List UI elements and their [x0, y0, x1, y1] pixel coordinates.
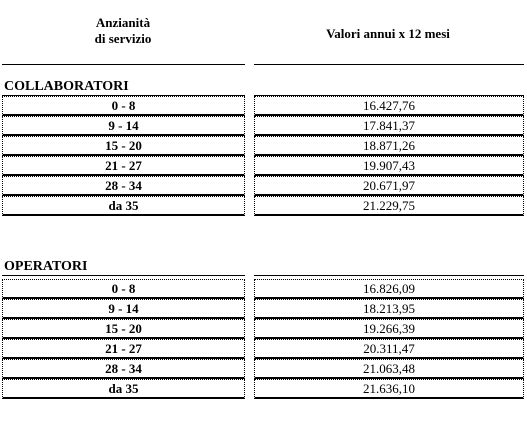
- header-divider-left: [2, 64, 245, 65]
- collaboratori-value-cell: 21.229,75: [254, 196, 524, 216]
- section-divider-left: [2, 275, 245, 276]
- operatori-range-cell: 0 - 8: [2, 279, 245, 299]
- collaboratori-range-cell: 28 - 34: [2, 176, 245, 196]
- section-title-operatori: OPERATORI: [4, 259, 88, 274]
- header-seniority-line1: Anzianità: [95, 15, 151, 30]
- collaboratori-range-cell: 0 - 8: [2, 96, 245, 116]
- collaboratori-range-cell: 15 - 20: [2, 136, 245, 156]
- operatori-range-cell: da 35: [2, 379, 245, 399]
- header-seniority-line2: di servizio: [94, 31, 152, 46]
- operatori-range-cell: 15 - 20: [2, 319, 245, 339]
- collaboratori-value-cell: 16.427,76: [254, 96, 524, 116]
- operatori-value-cell: 18.213,95: [254, 299, 524, 319]
- operatori-range-cell: 9 - 14: [2, 299, 245, 319]
- operatori-value-cell: 20.311,47: [254, 339, 524, 359]
- collaboratori-range-cell: 21 - 27: [2, 156, 245, 176]
- collaboratori-value-cell: 20.671,97: [254, 176, 524, 196]
- header-divider-right: [254, 64, 524, 65]
- header-annual-values: Valori annui x 12 mesi: [326, 26, 450, 41]
- header-seniority: [2, 15, 244, 47]
- operatori-range-cell: 28 - 34: [2, 359, 245, 379]
- collaboratori-value-cell: 19.907,43: [254, 156, 524, 176]
- collaboratori-value-cell: 18.871,26: [254, 136, 524, 156]
- collaboratori-value-cell: 17.841,37: [254, 116, 524, 136]
- operatori-range-cell: 21 - 27: [2, 339, 245, 359]
- operatori-value-cell: 21.636,10: [254, 379, 524, 399]
- operatori-value-cell: 19.266,39: [254, 319, 524, 339]
- collaboratori-range-cell: 9 - 14: [2, 116, 245, 136]
- section-title-collaboratori: COLLABORATORI: [4, 79, 129, 94]
- operatori-value-cell: 21.063,48: [254, 359, 524, 379]
- section-divider-right: [254, 275, 524, 276]
- collaboratori-range-cell: da 35: [2, 196, 245, 216]
- operatori-value-cell: 16.826,09: [254, 279, 524, 299]
